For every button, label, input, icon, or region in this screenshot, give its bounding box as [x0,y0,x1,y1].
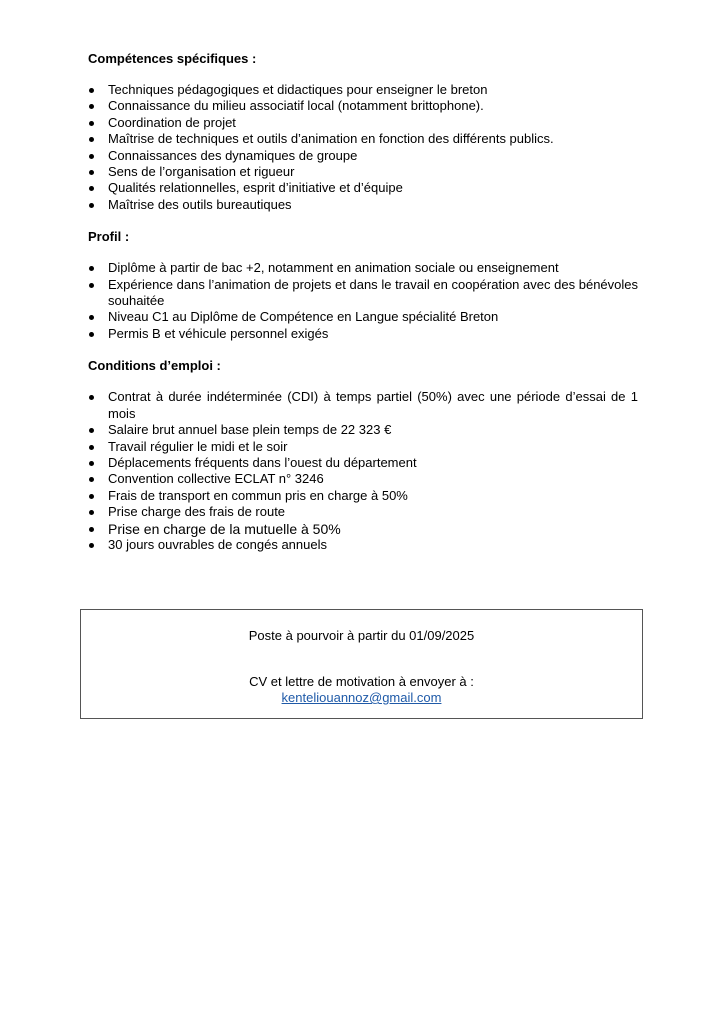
bullet-icon [89,461,94,466]
email-line [81,690,642,706]
bullet-icon [89,186,94,191]
list-item: Coordination de projet [88,115,638,131]
bullet-icon [89,477,94,482]
bullet-icon [89,494,94,499]
list-item: Travail régulier le midi et le soir [88,439,638,455]
profil-list [88,260,638,342]
list-item: Frais de transport en commun pris en charge à 50% [88,488,638,504]
bullet-icon [89,104,94,109]
list-item: Permis B et véhicule personnel exigés [88,326,638,342]
start-date-text: Poste à pourvoir à partir du 01/09/2025 [248,628,475,643]
competences-heading: Compétences spécifiques : [88,51,257,66]
send-instructions-text: CV et lettre de motivation à envoyer à : [249,674,474,689]
list-item: Prise charge des frais de route [88,504,638,520]
list-item: Contrat à durée indéterminée (CDI) à temps partiel (50%) avec une période d’essai de 1 mois [88,389,638,422]
document-content [88,50,638,568]
bullet-icon [89,527,94,532]
bullet-icon [89,121,94,126]
competences-list [88,82,638,213]
bullet-icon [89,395,94,400]
email-link[interactable]: kenteliouannoz@gmail.com [281,690,442,705]
list-item: Maîtrise des outils bureautiques [88,197,638,213]
profil-section [88,228,638,342]
conditions-section [88,357,638,553]
list-item: Niveau C1 au Diplôme de Compétence en Langue spécialité Breton [88,309,638,325]
profil-heading: Profil : [88,229,130,245]
conditions-heading: Conditions d’emploi : [88,358,221,374]
contact-box [80,609,643,719]
list-item: Diplôme à partir de bac +2, notamment en animation sociale ou enseignement [88,260,638,276]
bullet-icon [89,428,94,433]
list-item: Salaire brut annuel base plein temps de 22 323 € [88,422,638,438]
list-item: Déplacements fréquents dans l’ouest du département [88,455,638,471]
list-item: Connaissances des dynamiques de groupe [88,148,638,164]
bullet-icon [89,445,94,450]
bullet-icon [89,266,94,271]
list-item: Connaissance du milieu associatif local (notamment brittophone). [88,98,638,114]
list-item: 30 jours ouvrables de congés annuels [88,537,638,553]
list-item: Techniques pédagogiques et didactiques pour enseigner le breton [88,82,638,98]
conditions-list [88,389,638,553]
bullet-icon [89,137,94,142]
bullet-icon [89,203,94,208]
list-item: Qualités relationnelles, esprit d’initiative et d’équipe [88,180,638,196]
bullet-icon [89,88,94,93]
bullet-icon [89,315,94,320]
competences-section [88,50,638,213]
list-item: Maîtrise de techniques et outils d’animation en fonction des différents publics. [88,131,638,147]
bullet-icon [89,543,94,548]
list-item: Expérience dans l’animation de projets et dans le travail en coopération avec des bénévoles souhaitée [88,277,638,310]
bullet-icon [89,170,94,175]
bullet-icon [89,332,94,337]
list-item: Prise en charge de la mutuelle à 50% [88,521,638,537]
bullet-icon [89,283,94,288]
list-item: Convention collective ECLAT n° 3246 [88,471,638,487]
bullet-icon [89,154,94,159]
bullet-icon [89,510,94,515]
list-item: Sens de l’organisation et rigueur [88,164,638,180]
